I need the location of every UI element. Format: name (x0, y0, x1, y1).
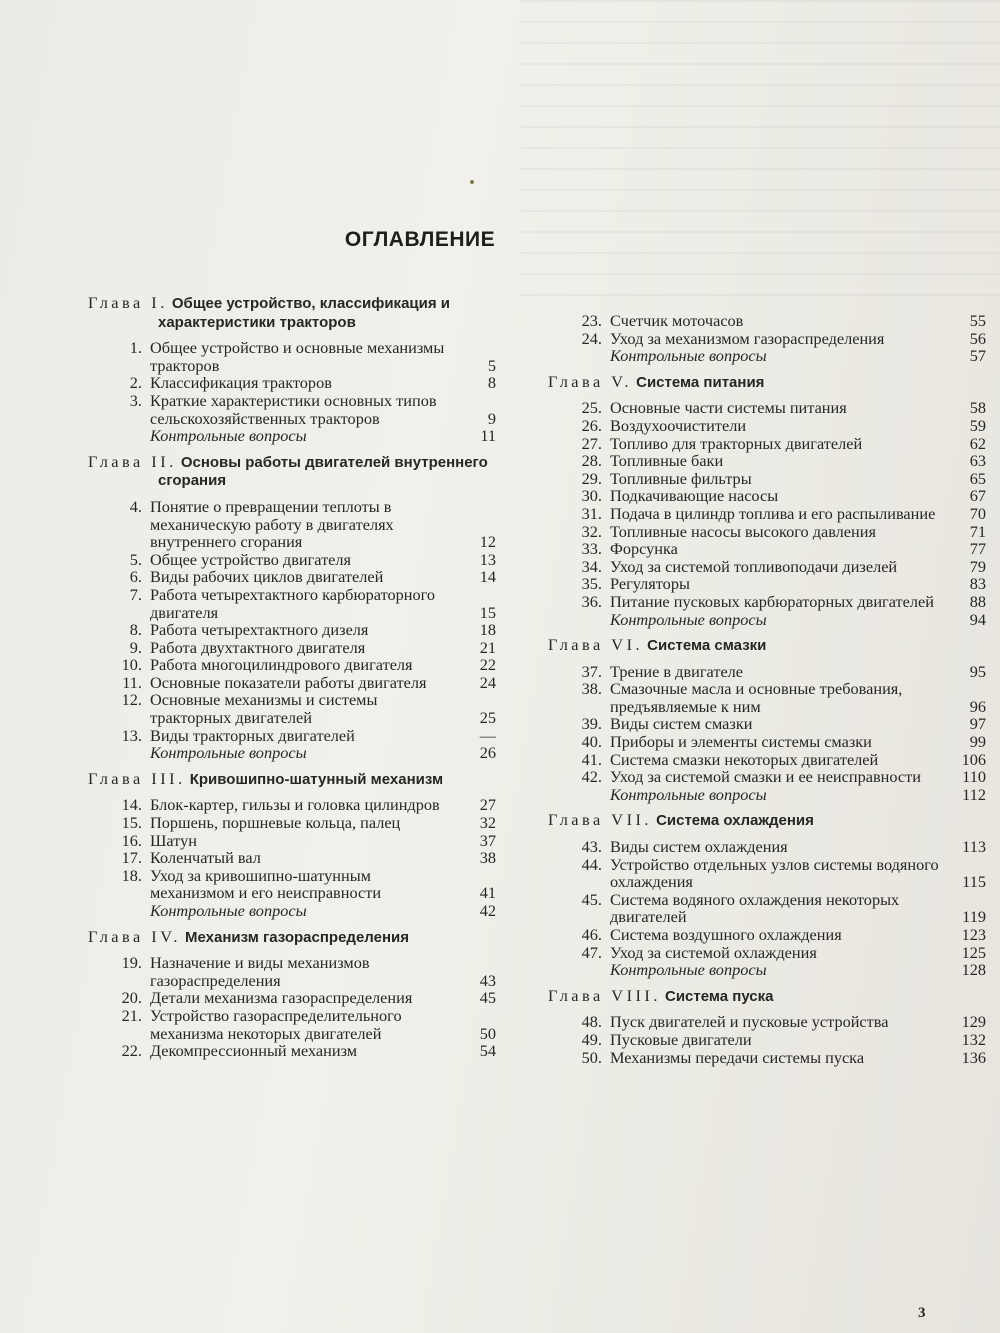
entry-page-number: 32 (479, 813, 496, 833)
entry-text: Краткие характеристики основных типов сельскохозяйственных тракторов (150, 390, 437, 428)
chapter-heading (548, 373, 986, 392)
chapter-label: Глава V. (548, 371, 633, 391)
entry-text: Общее устройство и основные механизмы тракторов (150, 338, 445, 375)
entry-number: 14. (121, 795, 142, 815)
review-questions-entry (548, 961, 986, 979)
entry-page-number: 13 (479, 549, 496, 569)
entry-number: 50. (581, 1047, 602, 1067)
entry-page-number: 37 (479, 830, 496, 850)
entry-text: Топливные насосы высокого давления (610, 521, 876, 541)
entry-text: Виды систем смазки (610, 714, 753, 734)
toc-entry (88, 392, 496, 427)
toc-entry (548, 505, 986, 523)
toc-entry (88, 867, 496, 902)
entry-text: Топливо для тракторных двигателей (610, 433, 863, 453)
entry-page-number: 94 (969, 609, 986, 629)
entry-page-number: 15 (479, 602, 496, 622)
entry-page-number: 27 (479, 795, 496, 815)
toc-entry (88, 832, 496, 850)
toc-entry (548, 540, 986, 558)
entry-page-number: 55 (969, 311, 986, 330)
chapter-heading (88, 928, 496, 947)
entry-text: Уход за кривошипно-шатунным механизмом и его неисправности (150, 865, 382, 903)
entry-page-number: 63 (969, 451, 986, 471)
toc-entry (548, 838, 986, 856)
entry-text: Работа двухтактного двигателя (150, 637, 366, 657)
toc-entry (548, 944, 986, 962)
toc-entry (548, 312, 986, 330)
entry-number: 43. (581, 837, 602, 857)
entry-number: 46. (581, 925, 602, 944)
entry-text: Приборы и элементы системы смазки (610, 732, 872, 752)
entry-number: 3. (129, 390, 142, 410)
entry-page-number: 99 (969, 732, 986, 752)
entry-text: Регуляторы (610, 574, 690, 594)
entry-page-number: 24 (479, 672, 496, 692)
entry-number: 25. (581, 398, 602, 418)
entry-text: Устройство газораспределительного механизма некоторых двигателей (150, 1005, 402, 1043)
entry-text: Работа четырехтактного дизеля (150, 620, 369, 640)
chapter-label: Глава VIII. (548, 985, 661, 1005)
entry-page-number: 67 (969, 486, 986, 506)
entry-page-number: 129 (961, 1012, 986, 1032)
entry-text: Контрольные вопросы (150, 901, 307, 920)
entry-number: 5. (129, 549, 142, 569)
entry-page-number: 14 (479, 567, 496, 587)
page-number: 3 (918, 1305, 926, 1321)
entry-text: Виды тракторных двигателей (150, 725, 355, 745)
toc-entry (548, 768, 986, 786)
chapter-title: Система охлаждения (656, 812, 814, 830)
entry-number: 33. (581, 539, 602, 559)
entry-page-number: 112 (962, 784, 986, 804)
entry-number: 32. (581, 521, 602, 541)
entry-text: Контрольные вопросы (610, 960, 767, 980)
bleed-through-text (520, 0, 1000, 300)
entry-text: Воздухоочистители (610, 415, 747, 435)
entry-number: 28. (581, 451, 602, 471)
entry-page-number: 88 (969, 591, 986, 611)
toc-entry (88, 498, 496, 551)
review-questions-entry (88, 902, 496, 920)
entry-page-number: 115 (962, 872, 986, 892)
entry-text: Питание пусковых карбюраторных двигателей (610, 591, 934, 611)
entry-page-number: 110 (962, 767, 986, 787)
entry-text: Уход за механизмом газораспределения (610, 328, 885, 348)
entry-number: 35. (581, 574, 602, 594)
entry-page-number: 96 (969, 696, 986, 716)
entry-page-number: 12 (479, 532, 496, 552)
toc-entry (88, 989, 496, 1007)
entry-number: 34. (581, 556, 602, 576)
entry-page-number: 95 (969, 661, 986, 681)
entry-page-number: 8 (487, 373, 496, 393)
toc-entry (548, 487, 986, 505)
entry-number: 11. (122, 672, 142, 692)
entry-number: 39. (581, 714, 602, 734)
entry-page-number: 57 (969, 346, 986, 366)
entry-text: Основные части системы питания (610, 398, 847, 418)
entry-text: Основные показатели работы двигателя (150, 672, 427, 692)
toc-left-column (88, 292, 496, 1060)
entry-text: Уход за системой охлаждения (610, 942, 817, 962)
entry-page-number: 70 (969, 503, 986, 523)
toc-entry (548, 575, 986, 593)
print-speck (470, 180, 474, 184)
entry-page-number: 25 (479, 708, 496, 728)
toc-entry (548, 733, 986, 751)
entry-page-number: 106 (961, 749, 986, 769)
toc-entry (548, 663, 986, 681)
chapter-heading (548, 636, 986, 655)
entry-number: 41. (581, 749, 602, 769)
entry-text: Топливные баки (610, 451, 724, 471)
entry-page-number: 21 (479, 637, 496, 657)
entry-text: Классификация тракторов (150, 373, 332, 393)
toc-entry (88, 621, 496, 639)
entry-page-number: 58 (969, 398, 986, 418)
toc-entry (548, 399, 986, 417)
entry-text: Контрольные вопросы (150, 743, 307, 763)
entry-page-number: 50 (479, 1023, 496, 1043)
chapter-title: Система питания (636, 373, 765, 391)
entry-number: 40. (581, 732, 602, 752)
review-questions-entry (548, 786, 986, 804)
entry-text: Система воздушного охлаждения (610, 925, 842, 944)
toc-entry (548, 330, 986, 348)
toc-entry (88, 656, 496, 674)
toc-entry (88, 691, 496, 726)
entry-page-number: 26 (479, 743, 496, 763)
entry-text: Подача в цилиндр топлива и его распыливание (610, 503, 936, 523)
entry-page-number: 65 (969, 468, 986, 488)
entry-number: 1. (129, 338, 142, 358)
entry-page-number: 71 (969, 521, 986, 541)
toc-entry (548, 1013, 986, 1031)
chapter-heading (548, 987, 986, 1006)
entry-number: 31. (581, 503, 602, 523)
toc-entry (88, 568, 496, 586)
toc-entry (88, 551, 496, 569)
entry-number: 44. (581, 854, 602, 874)
entry-text: Виды систем охлаждения (610, 837, 788, 857)
entry-number: 19. (121, 953, 142, 973)
entry-page-number: 5 (487, 355, 496, 375)
chapter-title: Основы работы двигателей внутреннего сгорания (158, 453, 488, 490)
entry-text: Пуск двигателей и пусковые устройства (610, 1012, 889, 1032)
entry-page-number: 128 (961, 960, 986, 980)
entry-text: Назначение и виды механизмов газораспределения (150, 953, 370, 990)
entry-number: 17. (121, 848, 142, 868)
toc-entry (548, 417, 986, 435)
toc-entry (88, 814, 496, 832)
toc-entry (548, 926, 986, 944)
entry-text: Коленчатый вал (150, 848, 261, 868)
entry-page-number: 136 (961, 1047, 986, 1067)
entry-number: 18. (121, 865, 142, 885)
chapter-heading (88, 294, 496, 331)
entry-number: 7. (129, 584, 142, 604)
entry-page-number: 11 (480, 426, 496, 446)
toc-entry (548, 715, 986, 733)
entry-number: 29. (581, 468, 602, 488)
entry-text: Устройство отдельных узлов системы водяного охлаждения (610, 854, 939, 892)
chapter-label: Глава III. (88, 768, 186, 788)
entry-text: Подкачивающие насосы (610, 486, 779, 506)
entry-text: Смазочные масла и основные требования, предъявляемые к ним (610, 679, 903, 716)
chapter-heading (88, 453, 496, 490)
entry-number: 47. (581, 942, 602, 962)
entry-page-number: 119 (962, 907, 986, 927)
entry-number: 23. (581, 311, 602, 330)
toc-entry (548, 558, 986, 576)
entry-text: Работа четырехтактного карбюраторного двигателя (150, 584, 436, 622)
entry-text: Уход за системой топливоподачи дизелей (610, 556, 898, 576)
chapter-title: Механизм газораспределения (185, 928, 409, 946)
entry-text: Общее устройство двигателя (150, 549, 352, 569)
toc-entry (88, 639, 496, 657)
entry-text: Форсунка (610, 539, 678, 559)
toc-entry (88, 374, 496, 392)
entry-number: 36. (581, 591, 602, 611)
review-questions-entry (88, 427, 496, 445)
entry-page-number: 54 (479, 1041, 496, 1061)
entry-number: 27. (581, 433, 602, 453)
toc-entry (88, 1007, 496, 1042)
toc-entry (548, 680, 986, 715)
entry-text: Контрольные вопросы (150, 426, 307, 446)
entry-number: 20. (121, 988, 142, 1008)
entry-text: Уход за системой смазки и ее неисправности (610, 767, 921, 787)
toc-entry (88, 796, 496, 814)
entry-text: Система смазки некоторых двигателей (610, 749, 879, 769)
entry-number: 21. (121, 1005, 142, 1025)
entry-number: 15. (121, 813, 142, 833)
toc-entry (88, 586, 496, 621)
entry-page-number: 42 (479, 901, 496, 920)
chapter-label: Глава VII. (548, 810, 652, 830)
entry-page-number: 38 (479, 848, 496, 868)
toc-entry (548, 751, 986, 769)
chapter-heading (548, 811, 986, 830)
entry-page-number: 83 (969, 574, 986, 594)
entry-page-number: 43 (479, 970, 496, 990)
toc-entry (548, 470, 986, 488)
entry-number: 22. (121, 1041, 142, 1061)
review-questions-entry (548, 611, 986, 629)
entry-text: Основные механизмы и системы тракторных двигателей (150, 690, 378, 728)
entry-page-number: 97 (969, 714, 986, 734)
entry-text: Система водяного охлаждения некоторых двигателей (610, 889, 900, 927)
entry-page-number: 123 (961, 925, 986, 944)
chapter-label: Глава IV. (88, 926, 181, 946)
entry-page-number: — (479, 725, 496, 745)
entry-number: 2. (129, 373, 142, 393)
entry-number: 10. (121, 655, 142, 675)
entry-text: Механизмы передачи системы пуска (610, 1047, 865, 1067)
toc-entry (548, 593, 986, 611)
entry-page-number: 22 (479, 655, 496, 675)
entry-text: Трение в двигателе (610, 661, 744, 681)
chapter-title: Система пуска (664, 987, 774, 1005)
entry-text: Топливные фильтры (610, 468, 752, 488)
entry-text: Контрольные вопросы (610, 609, 767, 629)
entry-number: 48. (581, 1012, 602, 1032)
entry-number: 4. (129, 496, 142, 516)
entry-number: 26. (581, 415, 602, 435)
entry-page-number: 9 (487, 408, 496, 428)
review-questions-entry (88, 744, 496, 762)
entry-number: 6. (129, 567, 142, 587)
entry-text: Декомпрессионный механизм (150, 1041, 358, 1061)
toc-entry (88, 954, 496, 989)
toc-entry (548, 452, 986, 470)
toc-entry (548, 435, 986, 453)
toc-right-column (548, 312, 986, 1066)
entry-number: 49. (581, 1029, 602, 1049)
entry-number: 8. (129, 620, 142, 640)
toc-entry (88, 849, 496, 867)
review-questions-entry (548, 347, 986, 365)
entry-page-number: 45 (479, 988, 496, 1008)
toc-entry (548, 1031, 986, 1049)
entry-text: Понятие о превращении теплоты в механическую работу в двигателях внутреннего сгорания (150, 496, 394, 552)
entry-text: Блок-картер, гильзы и головка цилиндров (150, 795, 440, 815)
entry-number: 12. (121, 690, 142, 710)
entry-text: Контрольные вопросы (610, 784, 767, 804)
toc-entry (88, 1042, 496, 1060)
entry-number: 42. (581, 767, 602, 787)
toc-entry (88, 339, 496, 374)
entry-page-number: 18 (479, 620, 496, 640)
entry-text: Счетчик моточасов (610, 311, 744, 330)
toc-entry (548, 891, 986, 926)
entry-page-number: 77 (969, 539, 986, 559)
entry-text: Пусковые двигатели (610, 1029, 752, 1049)
entry-text: Поршень, поршневые кольца, палец (150, 813, 401, 833)
entry-page-number: 132 (961, 1029, 986, 1049)
toc-entry (88, 674, 496, 692)
chapter-heading (88, 770, 496, 789)
entry-number: 38. (581, 679, 602, 699)
entry-text: Виды рабочих циклов двигателей (150, 567, 384, 587)
entry-page-number: 56 (969, 328, 986, 348)
entry-number: 37. (581, 661, 602, 681)
chapter-label: Глава II. (88, 451, 177, 471)
chapter-title: Общее устройство, классификация и характеристики тракторов (158, 295, 450, 331)
entry-number: 45. (581, 889, 602, 909)
entry-page-number: 113 (962, 837, 986, 857)
entry-page-number: 41 (479, 883, 496, 903)
entry-page-number: 62 (969, 433, 986, 453)
entry-text: Контрольные вопросы (610, 346, 767, 366)
chapter-label: Глава I. (88, 293, 168, 312)
entry-text: Шатун (150, 830, 197, 850)
entry-number: 9. (129, 637, 142, 657)
entry-number: 16. (121, 830, 142, 850)
chapter-label: Глава VI. (548, 635, 644, 655)
toc-entry (548, 856, 986, 891)
chapter-title: Кривошипно-шатунный механизм (189, 770, 444, 788)
toc-entry (88, 727, 496, 745)
entry-number: 30. (581, 486, 602, 506)
toc-entry (548, 1049, 986, 1067)
entry-number: 13. (121, 725, 142, 745)
entry-page-number: 125 (961, 942, 986, 962)
toc-entry (548, 523, 986, 541)
page-title: ОГЛАВЛЕНИЕ (344, 228, 496, 251)
chapter-title: Система смазки (647, 637, 767, 655)
entry-text: Детали механизма газораспределения (150, 988, 413, 1008)
entry-number: 24. (581, 328, 602, 348)
entry-text: Работа многоцилиндрового двигателя (150, 655, 413, 675)
entry-page-number: 79 (969, 556, 986, 576)
entry-page-number: 59 (969, 415, 986, 435)
